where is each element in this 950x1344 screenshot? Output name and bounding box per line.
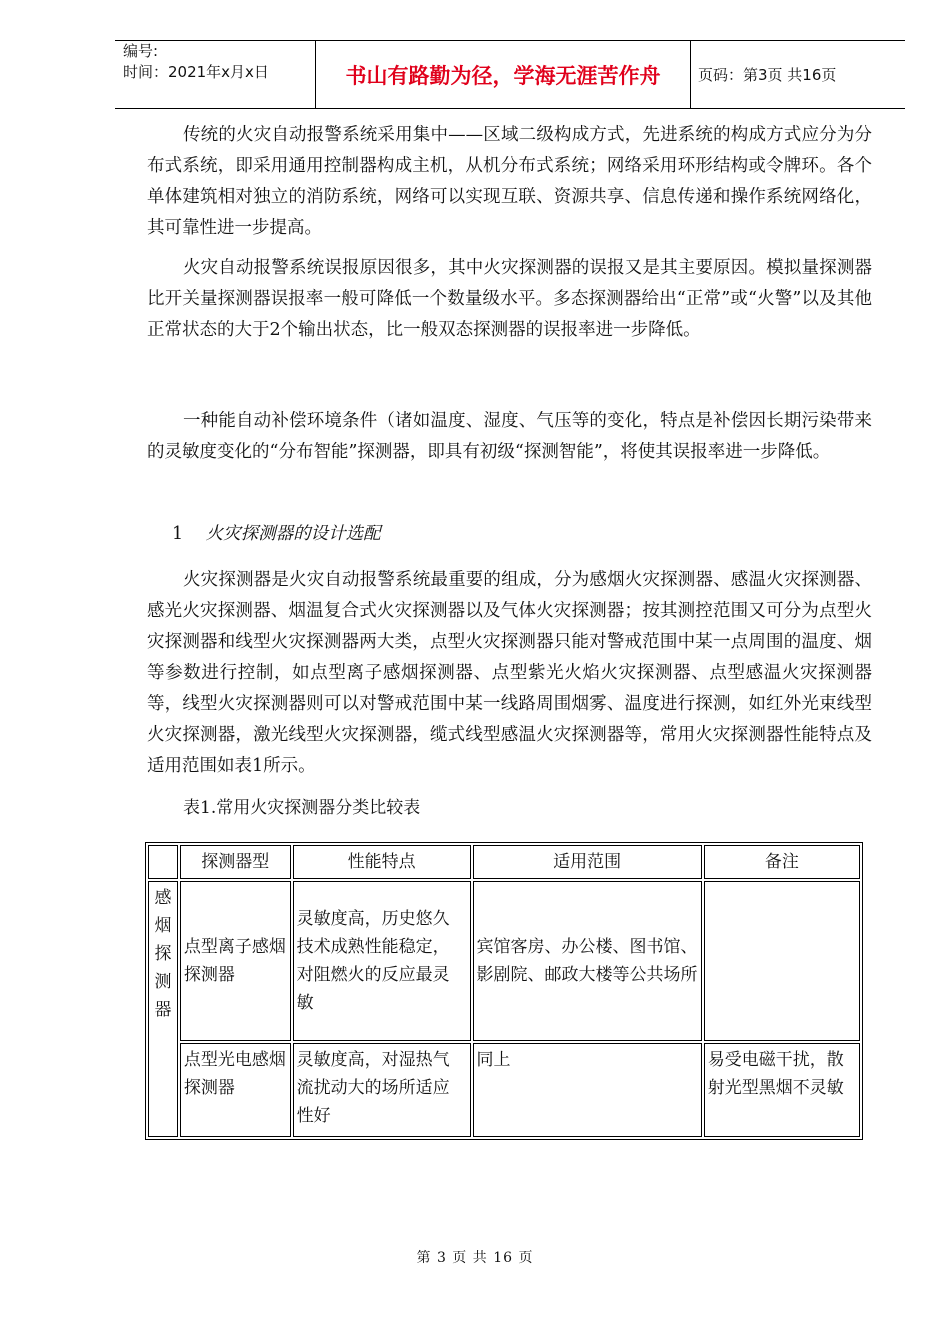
- document-time-label: 时间：2021年x月x日: [123, 63, 269, 81]
- table-header-row: [148, 845, 860, 879]
- header-meta: [115, 41, 315, 108]
- header-page-label: 页码：第3页 共16页: [698, 66, 837, 84]
- table-header-cell: 适用范围: [473, 845, 702, 879]
- paragraph-1: 传统的火灾自动报警系统采用集中——区域二级构成方式，先进系统的构成方式应分为分布式系统，即采用通用控制器构成主机，从机分布式系统；网络采用环形结构或令牌环。各个单体建筑相对独立的消防系统，网络可以实现互联、资源共享、信息传递和操作系统网络化，其可靠性进一步提高。: [147, 125, 872, 238]
- table-header-cell: 探测器型: [180, 845, 291, 879]
- page-header: [115, 40, 905, 109]
- table-header-cell: [148, 845, 178, 879]
- group-label-cell: 感烟探测器: [148, 881, 178, 1137]
- scope-cell: 宾馆客房、办公楼、图书馆、影剧院、邮政大楼等公共场所: [473, 881, 702, 1041]
- note-cell: [704, 881, 860, 1041]
- page-footer: 第 3 页 共 16 页: [416, 1250, 534, 1266]
- features-cell: 灵敏度高，对湿热气流扰动大的场所适应性好: [293, 1043, 471, 1137]
- table-row: [148, 881, 860, 1041]
- table-row: [148, 1043, 860, 1137]
- section-heading: [172, 520, 381, 545]
- section-title: 火灾探测器的设计选配: [205, 524, 381, 544]
- document-number-label: 编号:: [123, 42, 159, 60]
- detector-type-cell: 点型离子感烟探测器: [180, 881, 291, 1041]
- paragraph-2: 火灾自动报警系统误报原因很多，其中火灾探测器的误报又是其主要原因。模拟量探测器比开关量探测器误报率一般可降低一个数量级水平。多态探测器给出“正常”或“火警”以及其他正常状态的大于2个输出状态，比一般双态探测器的误报率进一步降低。: [147, 258, 872, 340]
- paragraph-3: 一种能自动补偿环境条件（诸如温度、湿度、气压等的变化，特点是补偿因长期污染带来的灵敏度变化的“分布智能”探测器，即具有初级“探测智能”，将使其误报率进一步降低。: [147, 411, 872, 462]
- header-motto: 书山有路勤为径，学海无涯苦作舟: [315, 41, 691, 108]
- features-cell: 灵敏度高，历史悠久技术成熟性能稳定，对阻燃火的反应最灵敏: [293, 881, 471, 1041]
- detector-type-cell: 点型光电感烟探测器: [180, 1043, 291, 1137]
- paragraph-4: 火灾探测器是火灾自动报警系统最重要的组成，分为感烟火灾探测器、感温火灾探测器、感光火灾探测器、烟温复合式火灾探测器以及气体火灾探测器；按其测控范围又可分为点型火灾探测器和线型火灾探测器两大类，点型火灾探测器只能对警戒范围中某一点周围的温度、烟等参数进行控制，如点型离子感烟探测器、点型紫光火焰火灾探测器、点型感温火灾探测器等，线型火灾探测器则可以对警戒范围中某一线路周围烟雾、温度进行探测，如红外光束线型火灾探测器，激光线型火灾探测器，缆式线型感温火灾探测器等，常用火灾探测器性能特点及适用范围如表1所示。: [147, 570, 872, 776]
- section-number: 1: [172, 524, 184, 544]
- scope-cell: 同上: [473, 1043, 702, 1137]
- table-caption: 表1.常用火灾探测器分类比较表: [183, 798, 421, 818]
- detector-table: [145, 842, 863, 1140]
- note-cell: 易受电磁干扰，散射光型黑烟不灵敏: [704, 1043, 860, 1137]
- table-header-cell: 性能特点: [293, 845, 471, 879]
- table-header-cell: 备注: [704, 845, 860, 879]
